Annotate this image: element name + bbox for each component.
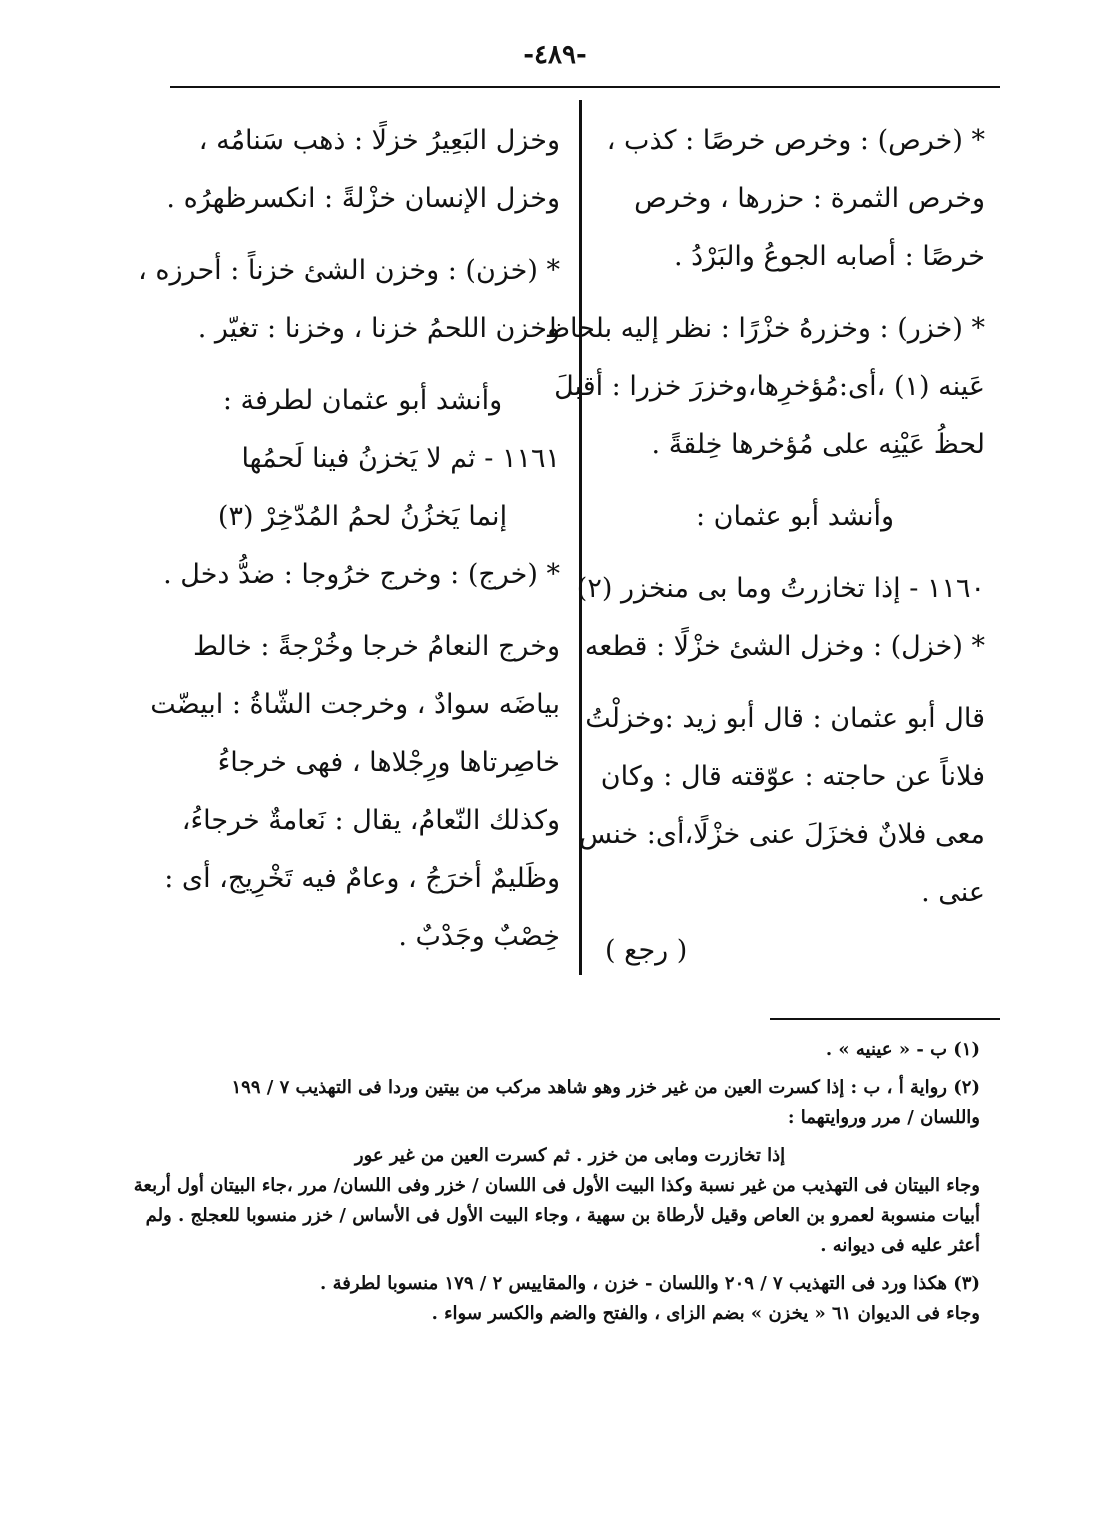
text-line: فلاناً عن حاجته : عوّقته قال : وكان [600,761,985,792]
text-line: معى فلانٌ فخزَلَ عنى خزْلًا،أى: خنس [578,819,985,850]
text-line: وخزل البَعِيرُ خزلًا : ذهب سَنامُه ، [198,125,560,156]
verse-line: ١١٦١ - ثم لا يَخزنُ فينا لَحمُها [241,443,560,474]
text-line: عنى . [921,877,985,908]
text-line: خِصْبٌ وجَدْبٌ . [398,921,560,952]
footnote: وجاء فى الديوان ٦١ « يخزن » بضم الزاى ، والفتح والضم والكسر سواء . [431,1303,980,1324]
footnote: وجاء البيتان فى التهذيب من غير نسبة وكذا البيت الأول فى اللسان / خزر وفى اللسان/ مرر ،جاء البيتان أول أربعة [133,1175,980,1196]
footnote: واللسان / مرر وروايتهما : [787,1107,980,1128]
text-line: * (خرص) : وخرص خرصًا : كذب ، [606,125,985,156]
text-line: وخزن اللحمُ خزنا ، وخزنا : تغيّر . [197,313,560,344]
text-line: وظَليمٌ أخرَجُ ، وعامٌ فيه تَخْرِيج، أى : [164,863,560,894]
footnotes [133,1035,980,1329]
text-line: وخرج النعامُ خرجا وخُرْجةً : خالط [193,631,560,662]
text-line: وكذلك النّعامُ، يقال : نَعامةٌ خرجاءُ، [181,805,560,836]
footnote-rule [770,1018,1000,1020]
footnote: أبيات منسوبة لعمرو بن العاص وقيل لأرطاة بن سهية ، وجاء البيت الأول فى الأساس / خزر منسوبا للعجلج . ولم [145,1205,980,1226]
text-line: * (خزن) : وخزن الشئ خزناً : أحرزه ، [138,255,560,286]
text-line: لحظُ عَيْنِه على مُؤخرها خِلقةً . [651,429,985,460]
section-return-marker: ( رجع ) [605,935,688,966]
text-line: وأنشد أبو عثمان لطرفة : [222,385,503,416]
text-line: * (خرج) : وخرج خرُوجا : ضدُّ دخل . [163,559,560,590]
verse-line: إنما يَخزُنُ لحمُ المُدّخِرْ (٣) [217,501,508,532]
text-line: خاصِرتاها ورِجْلاها ، فهى خرجاءُ [217,747,560,778]
text-line: خرصًا : أصابه الجوعُ والبَرْدُ . [673,241,985,272]
text-line: وخزل الإنسان خزْلةً : انكسرظهرُه . [166,183,560,214]
text-line: عَينه (١) ،أى:مُؤخرِها،وخزرَ خزرا : أقبلَ [554,371,985,402]
footnote: (١) ب - « عينيه » . [825,1039,980,1060]
text-line: وخرص الثمرة : حزرها ، وخرص [634,183,985,214]
footnote-verse: إذا تخازرت ومابى من خزر . ثم كسرت العين من غير عور [354,1145,786,1166]
right-column [545,112,985,980]
text-line: قال أبو عثمان : قال أبو زيد :وخزلْتُ [585,703,985,734]
page-number: -٤٨٩- [523,40,587,70]
footnote: (٢) رواية أ ، ب : إذا كسرت العين من غير خزر وهو شاهد مركب من بيتين وردا فى التهذيب ٧ / ١٩٩ [231,1077,980,1098]
text-line: بياضَه سوادٌ ، وخرجت الشّاةُ : ابيضّت [150,689,560,720]
verse-line: ١١٦٠ - إذا تخازرتُ وما بى منخزر (٢) [576,573,985,604]
text-line: * (خزل) : وخزل الشئ خزْلًا : قطعه [584,631,985,662]
footnote: (٣) هكذا ورد فى التهذيب ٧ / ٢٠٩ واللسان - خزن ، والمقاييس ٢ / ١٧٩ منسوبا لطرفة . [320,1273,980,1294]
left-column [138,112,560,966]
text-line: وأنشد أبو عثمان : [695,501,895,532]
footnote: أعثر عليه فى ديوانه . [820,1235,980,1256]
text-line: * (خزر) : وخزرهُ خزْرًا : نظر إليه بلحاظ [545,313,985,344]
header-rule [170,86,1000,88]
